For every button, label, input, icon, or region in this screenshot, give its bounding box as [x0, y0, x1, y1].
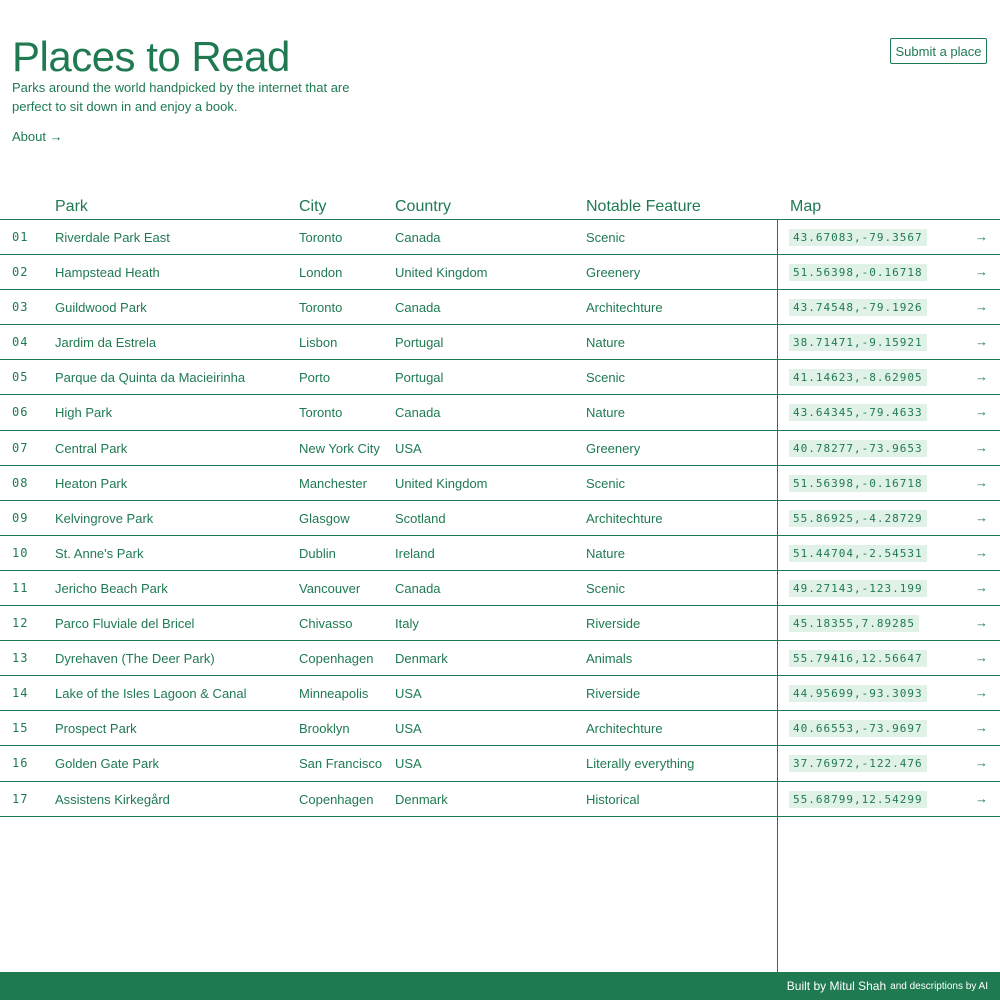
park-name: High Park: [55, 405, 113, 421]
country-name: USA: [395, 756, 422, 772]
row-number: 02: [12, 265, 29, 280]
map-coordinates[interactable]: 51.44704,-2.54531: [789, 545, 927, 562]
map-coordinates[interactable]: 55.68799,12.54299: [789, 791, 927, 808]
map-coordinates[interactable]: 40.66553,-73.9697: [789, 720, 927, 737]
table-row[interactable]: [0, 571, 1000, 606]
row-number: 09: [12, 510, 29, 525]
notable-feature: Riverside: [586, 686, 641, 702]
city-name: Porto: [299, 370, 331, 386]
table-row[interactable]: [0, 606, 1000, 641]
row-number: 16: [12, 756, 29, 771]
park-name: Kelvingrove Park: [55, 510, 154, 526]
park-name: Jardim da Estrela: [55, 335, 157, 351]
city-name: Toronto: [299, 300, 343, 316]
map-coordinates[interactable]: 51.56398,-0.16718: [789, 475, 927, 492]
park-name: Parco Fluviale del Bricel: [55, 616, 195, 632]
map-coordinates[interactable]: 49.27143,-123.199: [789, 580, 927, 597]
map-coordinates[interactable]: 37.76972,-122.476: [789, 755, 927, 772]
country-name: Portugal: [395, 335, 444, 351]
about-link[interactable]: About →: [12, 129, 63, 144]
park-name: Dyrehaven (The Deer Park): [55, 651, 215, 667]
map-coordinates[interactable]: 41.14623,-8.62905: [789, 369, 927, 386]
arrow-right-icon[interactable]: →: [975, 755, 988, 771]
city-name: Brooklyn: [299, 721, 350, 737]
column-header-park: Park: [55, 198, 88, 215]
park-name: St. Anne's Park: [55, 545, 144, 561]
park-name: Hampstead Heath: [55, 265, 160, 281]
map-coordinates[interactable]: 43.74548,-79.1926: [789, 299, 927, 316]
arrow-right-icon[interactable]: →: [975, 650, 988, 666]
park-name: Parque da Quinta da Macieirinha: [55, 370, 246, 386]
arrow-right-icon[interactable]: →: [975, 544, 988, 560]
table-row[interactable]: [0, 290, 1000, 325]
country-name: United Kingdom: [395, 475, 488, 491]
footer-credit: Built by Mitul Shah: [786, 979, 887, 993]
park-name: Jericho Beach Park: [55, 580, 168, 596]
arrow-right-icon[interactable]: →: [975, 229, 988, 244]
map-coordinates[interactable]: 40.78277,-73.9653: [789, 440, 927, 457]
country-name: United Kingdom: [395, 265, 488, 281]
table-row[interactable]: [0, 431, 1000, 466]
country-name: USA: [395, 686, 422, 702]
country-name: Canada: [395, 580, 441, 596]
table-row[interactable]: [0, 466, 1000, 501]
park-name: Golden Gate Park: [55, 756, 160, 772]
row-number: 10: [12, 545, 29, 560]
table-header: [0, 196, 1000, 220]
city-name: Chivasso: [299, 616, 353, 632]
notable-feature: Scenic: [586, 475, 626, 491]
row-number: 07: [12, 440, 29, 455]
parks-table-body: [0, 220, 1000, 817]
table-row[interactable]: [0, 782, 1000, 817]
country-name: Canada: [395, 300, 441, 316]
city-name: Toronto: [299, 230, 343, 245]
notable-feature: Nature: [586, 335, 626, 351]
map-coordinates[interactable]: 55.86925,-4.28729: [789, 510, 927, 527]
table-row[interactable]: [0, 641, 1000, 676]
arrow-right-icon[interactable]: →: [975, 299, 988, 315]
notable-feature: Literally everything: [586, 756, 695, 772]
park-name: Assistens Kirkegård: [55, 791, 170, 807]
country-name: Scotland: [395, 510, 446, 526]
arrow-right-icon[interactable]: →: [975, 579, 988, 595]
city-name: Manchester: [299, 475, 367, 491]
arrow-right-icon[interactable]: →: [975, 404, 988, 420]
arrow-right-icon[interactable]: →: [975, 439, 988, 455]
row-number: 06: [12, 405, 29, 420]
map-coordinates[interactable]: 38.71471,-9.15921: [789, 334, 927, 351]
city-name: Minneapolis: [299, 686, 369, 702]
table-row[interactable]: [0, 360, 1000, 395]
country-name: Denmark: [395, 791, 448, 807]
map-coordinates[interactable]: 43.64345,-79.4633: [789, 404, 927, 421]
notable-feature: Scenic: [586, 230, 626, 245]
arrow-right-icon[interactable]: →: [975, 334, 988, 350]
row-number: 17: [12, 791, 29, 806]
table-row[interactable]: [0, 711, 1000, 746]
notable-feature: Greenery: [586, 440, 641, 456]
column-header-feature: Notable Feature: [586, 198, 701, 215]
notable-feature: Riverside: [586, 616, 641, 632]
city-name: Copenhagen: [299, 791, 374, 807]
park-name: Guildwood Park: [55, 300, 147, 316]
country-name: Canada: [395, 405, 441, 421]
park-name: Lake of the Isles Lagoon & Canal: [55, 686, 247, 702]
country-name: Denmark: [395, 651, 448, 667]
arrow-right-icon[interactable]: →: [975, 474, 988, 490]
table-row[interactable]: [0, 220, 1000, 255]
notable-feature: Nature: [586, 545, 626, 561]
notable-feature: Architechture: [586, 510, 663, 526]
row-number: 05: [12, 370, 29, 385]
country-name: Italy: [395, 616, 419, 632]
city-name: Lisbon: [299, 335, 338, 351]
country-name: USA: [395, 721, 422, 737]
city-name: Copenhagen: [299, 651, 374, 667]
row-number: 15: [12, 721, 29, 736]
arrow-right-icon[interactable]: →: [975, 369, 988, 385]
page-subtitle: Parks around the world handpicked by the internet that are perfect to sit down in and enjoy a book.: [12, 80, 350, 114]
country-name: Ireland: [395, 545, 435, 561]
arrow-right-icon[interactable]: →: [975, 720, 988, 736]
park-name: Riverdale Park East: [55, 230, 170, 245]
notable-feature: Scenic: [586, 580, 626, 596]
row-number: 12: [12, 616, 29, 631]
park-name: Prospect Park: [55, 721, 137, 737]
city-name: San Francisco: [299, 756, 383, 772]
submit-place-button[interactable]: Submit a place: [890, 38, 987, 64]
map-coordinates[interactable]: 51.56398,-0.16718: [789, 264, 927, 281]
row-number: 04: [12, 335, 29, 350]
notable-feature: Nature: [586, 405, 626, 421]
table-row[interactable]: [0, 255, 1000, 290]
arrow-right-icon[interactable]: →: [975, 790, 988, 806]
arrow-right-icon[interactable]: →: [975, 509, 988, 525]
arrow-right-icon[interactable]: →: [975, 264, 988, 280]
country-name: USA: [395, 440, 422, 456]
table-row[interactable]: [0, 325, 1000, 360]
city-name: Glasgow: [299, 510, 350, 526]
table-row[interactable]: [0, 395, 1000, 430]
city-name: New York City: [299, 440, 380, 456]
row-number: 11: [12, 580, 29, 595]
country-name: Canada: [395, 230, 441, 245]
row-number: 08: [12, 475, 29, 490]
footer: [0, 972, 1000, 1000]
table-row[interactable]: [0, 536, 1000, 571]
column-header-map: Map: [790, 198, 822, 215]
table-row[interactable]: [0, 746, 1000, 781]
park-name: Central Park: [55, 440, 128, 456]
city-name: London: [299, 265, 343, 281]
arrow-right-icon[interactable]: →: [975, 685, 988, 701]
row-number: 13: [12, 651, 29, 666]
column-header-country: Country: [395, 198, 452, 215]
row-number: 14: [12, 686, 29, 701]
notable-feature: Scenic: [586, 370, 626, 386]
notable-feature: Architechture: [586, 300, 663, 316]
notable-feature: Architechture: [586, 721, 663, 737]
page-title: Places to Read: [12, 33, 290, 80]
notable-feature: Animals: [586, 651, 633, 667]
city-name: Dublin: [299, 545, 336, 561]
arrow-right-icon[interactable]: →: [975, 615, 988, 631]
row-number: 03: [12, 300, 29, 315]
city-name: Vancouver: [299, 580, 361, 596]
table-row[interactable]: [0, 676, 1000, 711]
country-name: Portugal: [395, 370, 444, 386]
notable-feature: Greenery: [586, 265, 641, 281]
map-coordinates[interactable]: 55.79416,12.56647: [789, 650, 927, 667]
footer-ai-note: and descriptions by AI: [890, 980, 988, 992]
park-name: Heaton Park: [55, 475, 128, 491]
notable-feature: Historical: [586, 791, 640, 807]
city-name: Toronto: [299, 405, 343, 421]
map-coordinates[interactable]: 44.95699,-93.3093: [789, 685, 927, 702]
table-row[interactable]: [0, 501, 1000, 536]
map-coordinates[interactable]: 43.67083,-79.3567: [789, 229, 927, 246]
column-header-city: City: [299, 198, 327, 215]
row-number: 01: [12, 230, 29, 244]
map-coordinates[interactable]: 45.18355,7.89285: [789, 615, 919, 632]
